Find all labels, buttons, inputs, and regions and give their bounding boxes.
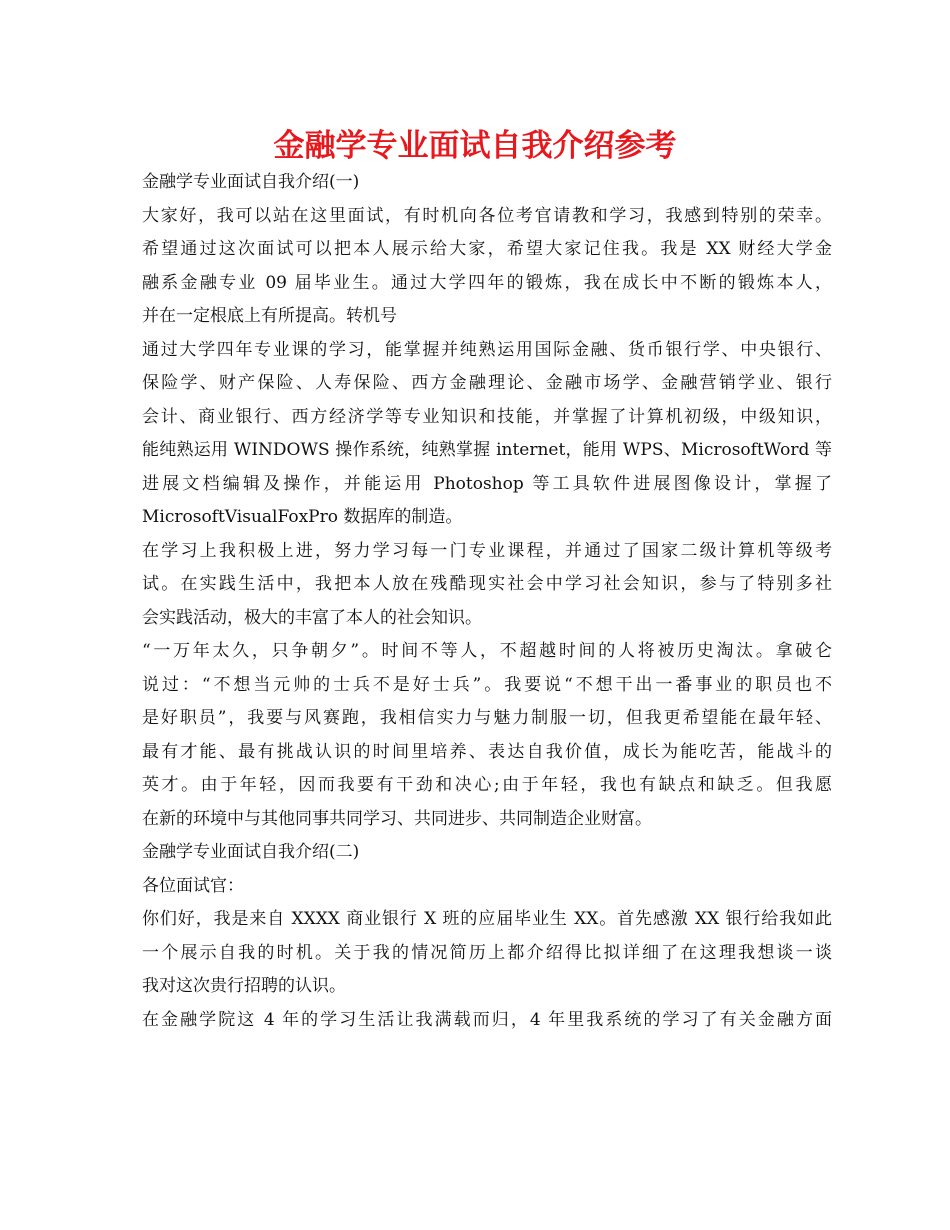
text-line: 融系金融专业 09 届毕业生。通过大学四年的锻炼，我在成长中不断的锻炼本人， xyxy=(142,272,832,293)
text-line: 各位面试官： xyxy=(142,875,244,896)
text-line: 最有才能、最有挑战认识的时间里培养、表达自我价值，成长为能吃苦，能战斗的 xyxy=(142,741,832,762)
text-line: 在新的环境中与其他同事共同学习、共同进步、共同制造企业财富。 xyxy=(142,808,652,829)
text-line: MicrosoftVisualFoxPro 数据库的制造。 xyxy=(142,507,463,527)
text-line: 希望通过这次面试可以把本人展示给大家，希望大家记住我。我是 XX 财经大学金 xyxy=(142,239,832,259)
text-line: 是好职员”，我要与风赛跑，我相信实力与魅力制服一切，但我更希望能在最年轻、 xyxy=(142,708,832,728)
text-line: 我对这次贵行招聘的认识。 xyxy=(142,976,346,996)
text-line: 金融学专业面试自我介绍(二) xyxy=(142,842,360,862)
text-line: 在金融学院这 4 年的学习生活让我满载而归，4 年里我系统的学习了有关金融方面 xyxy=(142,1009,832,1030)
text-line: 你们好，我是来自 XXXX 商业银行 X 班的应届毕业生 XX。首先感激 XX 银行给我如此 xyxy=(142,909,832,929)
text-line: 英才。由于年轻，因而我要有干劲和决心;由于年轻，我也有缺点和缺乏。但我愿 xyxy=(142,775,832,795)
document-title: 金融学专业面试自我介绍参考 xyxy=(273,128,677,164)
text-line: 保险学、财产保险、人寿保险、西方金融理论、金融市场学、金融营销学业、银行 xyxy=(142,373,832,393)
text-line: 并在一定根底上有所提高。转机号 xyxy=(142,306,397,326)
text-line: 会实践活动，极大的丰富了本人的社会知识。 xyxy=(142,607,482,628)
text-line: 能纯熟运用 WINDOWS 操作系统，纯熟掌握 internet，能用 WPS、MicrosoftWord 等 xyxy=(142,440,832,460)
text-line: 通过大学四年专业课的学习，能掌握并纯熟运用国际金融、货币银行学、中央银行、 xyxy=(142,339,832,360)
text-line: 大家好，我可以站在这里面试，有时机向各位考官请教和学习，我感到特别的荣幸。 xyxy=(142,205,832,226)
text-line: 金融学专业面试自我介绍(一) xyxy=(142,172,360,192)
text-line: 在学习上我积极上进，努力学习每一门专业课程，并通过了国家二级计算机等级考 xyxy=(142,540,832,561)
text-line: 试。在实践生活中，我把本人放在残酷现实社会中学习社会知识，参与了特别多社 xyxy=(142,574,832,594)
text-line: 一个展示自我的时机。关于我的情况简历上都介绍得比拟详细了在这理我想谈一谈 xyxy=(142,942,832,963)
text-line: 说过：“不想当元帅的士兵不是好士兵”。我要说“不想干出一番事业的职员也不 xyxy=(142,674,832,695)
text-line: 进展文档编辑及操作，并能运用 Photoshop 等工具软件进展图像设计，掌握了 xyxy=(142,473,832,494)
text-line: 会计、商业银行、西方经济学等专业知识和技能，并掌握了计算机初级，中级知识， xyxy=(142,406,832,427)
text-line: “一万年太久，只争朝夕”。时间不等人，不超越时间的人将被历史淘汰。拿破仑 xyxy=(142,641,832,661)
document-body xyxy=(142,166,832,1037)
